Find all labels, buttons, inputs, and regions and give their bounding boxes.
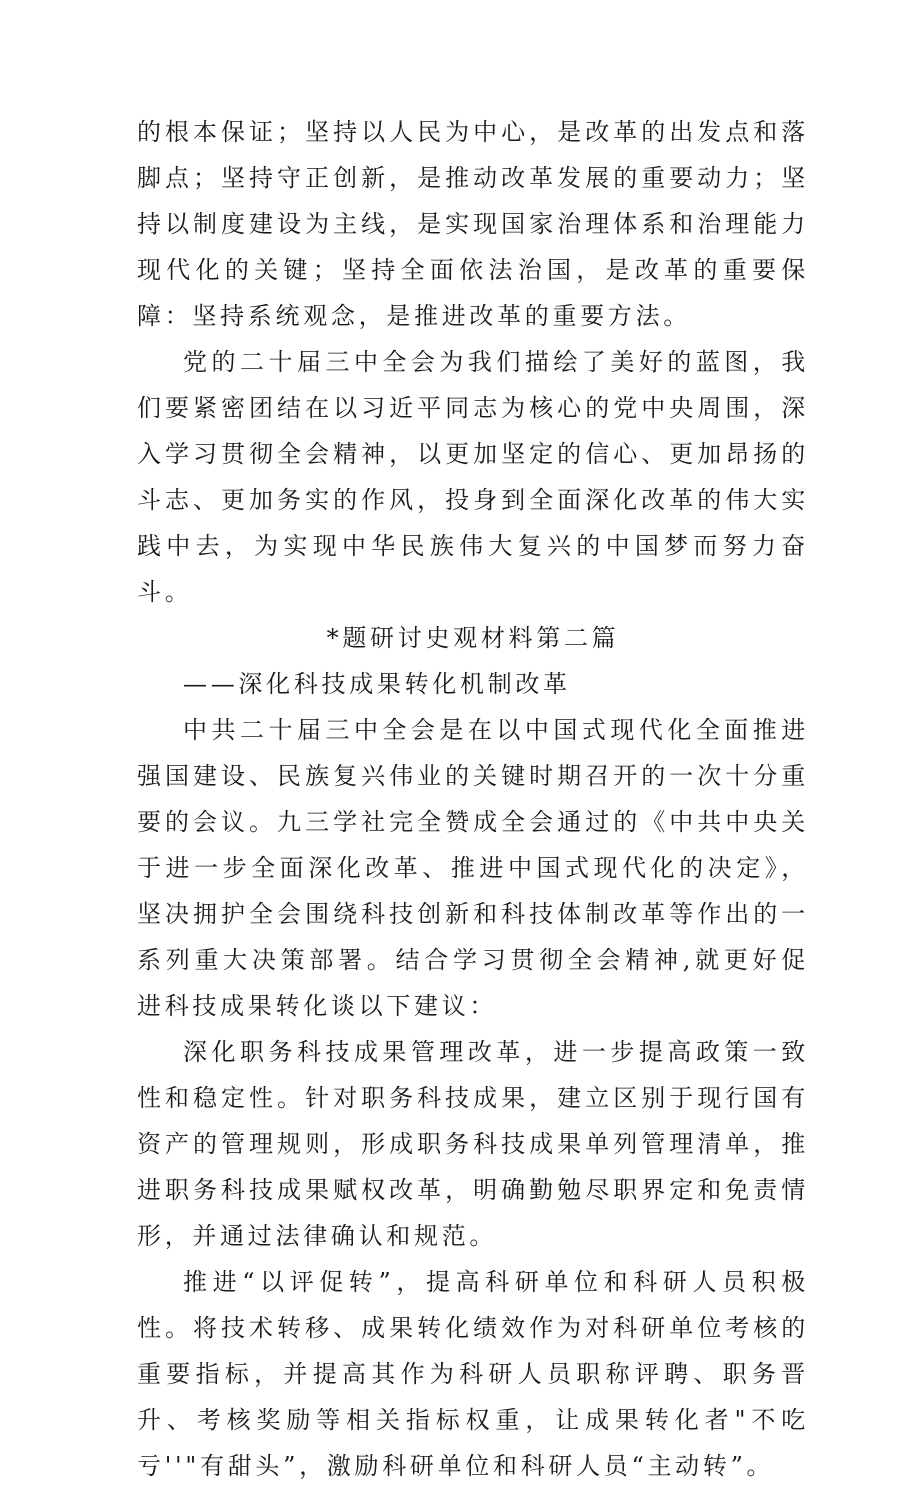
document-body <box>137 109 809 1489</box>
paragraph-plenary-session: 中共二十届三中全会是在以中国式现代化全面推进强国建设、民族复兴伟业的关键时期召开的一次十分重要的会议。九三学社完全赞成全会通过的《中共中央关于进一步全面深化改革、推进中国式现代化的决定》，坚决拥护全会围绕科技创新和科技体制改革等作出的一系列重大决策部署。结合学习贯彻全会精神,就更好促进科技成果转化谈以下建议： <box>137 716 809 1020</box>
section-subtitle: ——深化科技成果转化机制改革 <box>183 670 571 698</box>
paragraph-reform-principles: 的根本保证；坚持以人民为中心，是改革的出发点和落脚点；坚持守正创新，是推动改革发展的重要动力；坚持以制度建设为主线，是实现国家治理体系和治理能力现代化的关键；坚持全面依法治国，是改革的重要保障：坚持系统观念，是推进改革的重要方法。 <box>137 118 809 330</box>
paragraph-evaluation-reform: 推进“以评促转”，提高科研单位和科研人员积极性。将技术转移、成果转化绩效作为对科研单位考核的重要指标，并提高其作为科研人员职称评聘、职务晋升、考核奖励等相关指标权重，让成果转化者"不吃亏''"有甜头”，激励科研单位和科研人员“主动转”。 <box>137 1268 809 1480</box>
paragraph-management-reform: 深化职务科技成果管理改革，进一步提高政策一致性和稳定性。针对职务科技成果，建立区别于现行国有资产的管理规则，形成职务科技成果单列管理清单，推进职务科技成果赋权改革，明确勤勉尽职界定和免责情形，并通过法律确认和规范。 <box>137 1038 809 1250</box>
section-title: *题研讨史观材料第二篇 <box>326 624 620 652</box>
paragraph-blueprint: 党的二十届三中全会为我们描绘了美好的蓝图，我们要紧密团结在以习近平同志为核心的党中央周围，深入学习贯彻全会精神，以更加坚定的信心、更加昂扬的斗志、更加务实的作风，投身到全面深化改革的伟大实践中去，为实现中华民族伟大复兴的中国梦而努力奋斗。 <box>137 348 809 606</box>
